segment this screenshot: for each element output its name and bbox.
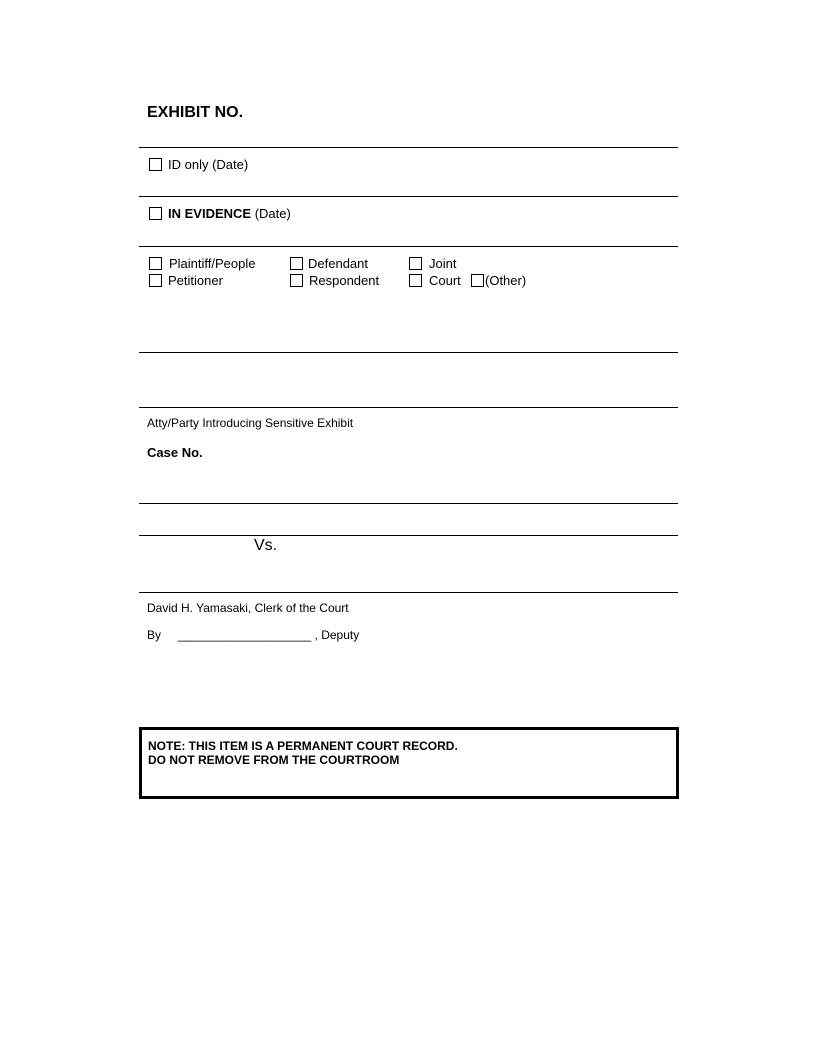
plaintiff-checkbox[interactable] xyxy=(149,257,162,270)
court-label: Court xyxy=(429,273,461,288)
divider-2 xyxy=(139,196,678,197)
in-evidence-label xyxy=(168,206,291,221)
id-only-checkbox[interactable] xyxy=(149,158,162,171)
petitioner-checkbox[interactable] xyxy=(149,274,162,287)
in-evidence-checkbox[interactable] xyxy=(149,207,162,220)
deputy-label: , Deputy xyxy=(314,628,360,642)
deputy-line xyxy=(147,628,359,642)
court-checkbox[interactable] xyxy=(409,274,422,287)
divider-1 xyxy=(139,147,678,148)
divider-8 xyxy=(139,592,678,593)
note-line-2: DO NOT REMOVE FROM THE COURTROOM xyxy=(148,753,400,767)
defendant-label: Defendant xyxy=(308,256,368,271)
case-number-label: Case No. xyxy=(147,445,203,460)
respondent-checkbox[interactable] xyxy=(290,274,303,287)
divider-6 xyxy=(139,503,678,504)
clerk-name: David H. Yamasaki, Clerk of the Court xyxy=(147,601,349,615)
joint-label: Joint xyxy=(429,256,457,271)
note-line-1: NOTE: THIS ITEM IS A PERMANENT COURT RECORD. xyxy=(148,739,458,753)
in-evidence-label-bold: IN EVIDENCE xyxy=(168,206,252,221)
other-checkbox[interactable] xyxy=(471,274,484,287)
joint-checkbox[interactable] xyxy=(409,257,422,270)
exhibit-title: EXHIBIT NO. xyxy=(147,104,244,121)
deputy-signature-blank[interactable]: ____________________ xyxy=(177,628,312,642)
respondent-label: Respondent xyxy=(309,273,380,288)
divider-5 xyxy=(139,407,678,408)
other-label: (Other) xyxy=(485,273,527,288)
divider-4 xyxy=(139,352,678,353)
defendant-checkbox[interactable] xyxy=(290,257,303,270)
petitioner-label: Petitioner xyxy=(168,273,223,288)
divider-3 xyxy=(139,246,678,247)
id-only-label: ID only (Date) xyxy=(168,157,249,172)
plaintiff-label: Plaintiff/People xyxy=(169,256,256,271)
atty-party-label: Atty/Party Introducing Sensitive Exhibit xyxy=(147,416,354,430)
by-label: By xyxy=(147,628,162,642)
divider-7 xyxy=(139,535,678,536)
versus-label: Vs. xyxy=(254,537,278,554)
note-box xyxy=(139,727,679,799)
in-evidence-label-date: (Date) xyxy=(251,206,291,221)
